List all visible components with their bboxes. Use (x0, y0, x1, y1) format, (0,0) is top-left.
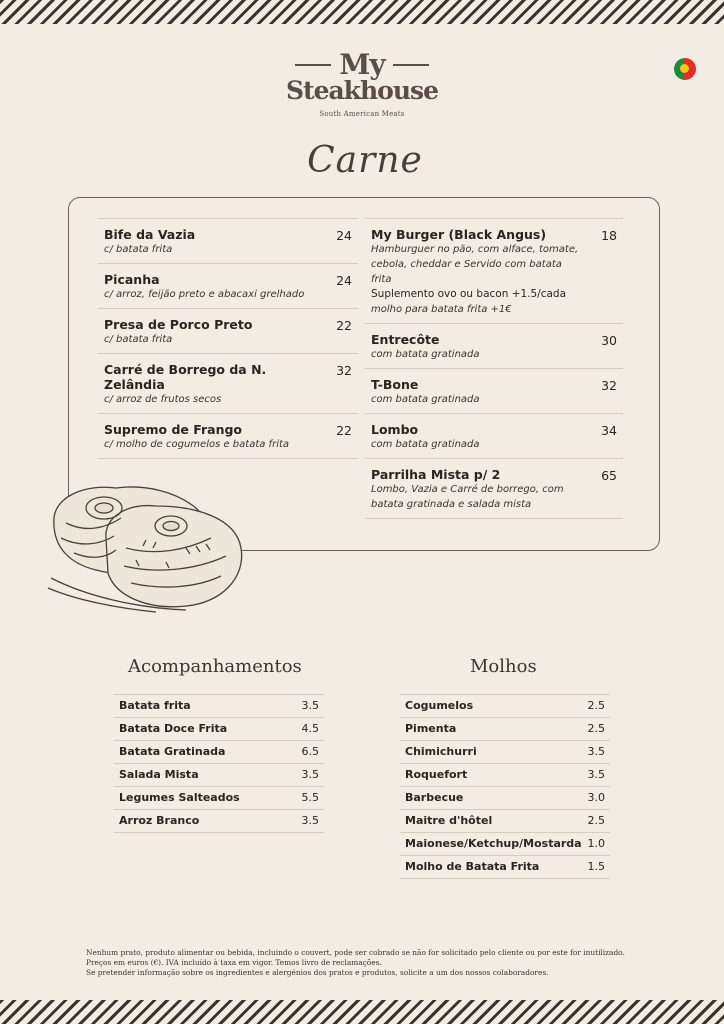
steakhouse-logo (262, 50, 462, 118)
sauce-price: 2.5 (587, 699, 605, 712)
side-name: Legumes Salteados (119, 791, 240, 804)
carne-left-column (98, 218, 358, 459)
side-name: Arroz Branco (119, 814, 200, 827)
item-price: 22 (336, 423, 352, 438)
side-price: 5.5 (301, 791, 319, 804)
sauce-name: Cogumelos (405, 699, 474, 712)
item-extra: Suplemento ovo ou bacon +1.5/cada (371, 288, 567, 300)
menu-item (365, 413, 623, 458)
sauce-name: Molho de Batata Frita (405, 860, 540, 873)
sauce-price: 3.5 (587, 745, 605, 758)
menu-item (365, 218, 623, 323)
list-item (114, 809, 324, 833)
item-name: Bife da Vazia (104, 227, 196, 242)
item-name: Entrecôte (371, 332, 440, 347)
logo-tagline: South American Meats (319, 110, 405, 118)
menu-item (98, 218, 358, 263)
side-price: 3.5 (301, 768, 319, 781)
side-name: Batata Gratinada (119, 745, 226, 758)
menu-item (365, 368, 623, 413)
carne-right-column (365, 218, 623, 519)
item-name: Parrilha Mista p/ 2 (371, 467, 501, 482)
item-description: com batata gratinada (371, 394, 480, 405)
sauce-name: Barbecue (405, 791, 464, 804)
item-description: com batata gratinada (371, 349, 480, 360)
item-description: c/ batata frita (104, 334, 173, 345)
item-name: Presa de Porco Preto (104, 317, 253, 332)
side-price: 3.5 (301, 699, 319, 712)
side-name: Batata Doce Frita (119, 722, 228, 735)
list-item (400, 717, 610, 740)
menu-item (365, 323, 623, 368)
legal-footer (86, 948, 646, 978)
list-item (114, 717, 324, 740)
menu-item (98, 413, 358, 459)
sauce-price: 1.0 (587, 837, 605, 850)
molhos-title: Molhos (470, 656, 537, 677)
list-item (400, 763, 610, 786)
item-description: com batata gratinada (371, 439, 480, 450)
item-price: 30 (601, 333, 617, 348)
sauce-name: Roquefort (405, 768, 468, 781)
logo-steakhouse: Steakhouse (285, 76, 439, 105)
item-description: c/ arroz, feijão preto e abacaxi grelhado (104, 289, 305, 300)
list-item (114, 786, 324, 809)
item-name: Picanha (104, 272, 160, 287)
list-item (114, 763, 324, 786)
side-price: 4.5 (301, 722, 319, 735)
list-item (400, 855, 610, 879)
logo-my: My (339, 48, 385, 81)
item-price: 18 (601, 228, 617, 243)
item-description: Lombo, Vazia e Carré de borrego, com batata gratinada e salada mista (371, 484, 564, 510)
sauce-price: 2.5 (587, 722, 605, 735)
item-price: 24 (336, 273, 352, 288)
side-name: Salada Mista (119, 768, 199, 781)
item-price: 32 (601, 378, 617, 393)
list-item (114, 740, 324, 763)
side-name: Batata frita (119, 699, 191, 712)
acompanhamentos-list (114, 694, 324, 833)
item-price: 34 (601, 423, 617, 438)
bottom-stripe-border (0, 1000, 724, 1024)
list-item (400, 694, 610, 717)
list-item (400, 740, 610, 763)
item-price: 24 (336, 228, 352, 243)
sauce-price: 2.5 (587, 814, 605, 827)
footer-line: Preços em euros (€). IVA incluído à taxa em vigor. Temos livro de reclamações. (86, 958, 382, 967)
item-name: My Burger (Black Angus) (371, 227, 547, 242)
footer-line: Se pretender informação sobre os ingredientes e alergénios dos pratos e produtos, solicite a um dos nossos colaboradores. (86, 968, 549, 977)
menu-item (98, 353, 358, 413)
item-description: c/ batata frita (104, 244, 173, 255)
footer-line: Nenhum prato, produto alimentar ou bebida, incluindo o couvert, pode ser cobrado se não for solicitado pelo cliente ou por este for inutilizado. (86, 948, 625, 957)
item-price: 32 (336, 363, 352, 378)
sauce-name: Pimenta (405, 722, 457, 735)
list-item (400, 786, 610, 809)
sauce-name: Maitre d'hôtel (405, 814, 493, 827)
steak-illustration (46, 478, 251, 613)
sauce-price: 3.0 (587, 791, 605, 804)
side-price: 6.5 (301, 745, 319, 758)
item-extra-2: molho para batata frita +1€ (371, 304, 512, 315)
sauce-price: 3.5 (587, 768, 605, 781)
item-name: Supremo de Frango (104, 422, 243, 437)
top-stripe-border (0, 0, 724, 24)
sauce-price: 1.5 (587, 860, 605, 873)
item-description: Hamburguer no pão, com alface, tomate, cebola, cheddar e Servido com batata frita (371, 244, 579, 285)
item-name: Lombo (371, 422, 419, 437)
sauce-name: Chimichurri (405, 745, 477, 758)
list-item (114, 694, 324, 717)
list-item (400, 832, 610, 855)
menu-item (98, 263, 358, 308)
sauce-name: Maionese/Ketchup/Mostarda (405, 837, 582, 850)
side-price: 3.5 (301, 814, 319, 827)
acompanhamentos-title: Acompanhamentos (128, 656, 302, 677)
molhos-list (400, 694, 610, 879)
menu-item (98, 308, 358, 353)
section-title-carne: Carne (300, 140, 430, 181)
item-name: T-Bone (371, 377, 419, 392)
item-description: c/ molho de cogumelos e batata frita (104, 439, 290, 450)
list-item (400, 809, 610, 832)
menu-item (365, 458, 623, 519)
item-price: 22 (336, 318, 352, 333)
item-price: 65 (601, 468, 617, 483)
item-description: c/ arroz de frutos secos (104, 394, 222, 405)
portugal-flag-icon[interactable] (674, 58, 696, 80)
item-name: Carré de Borrego da N. Zelândia (104, 362, 267, 392)
